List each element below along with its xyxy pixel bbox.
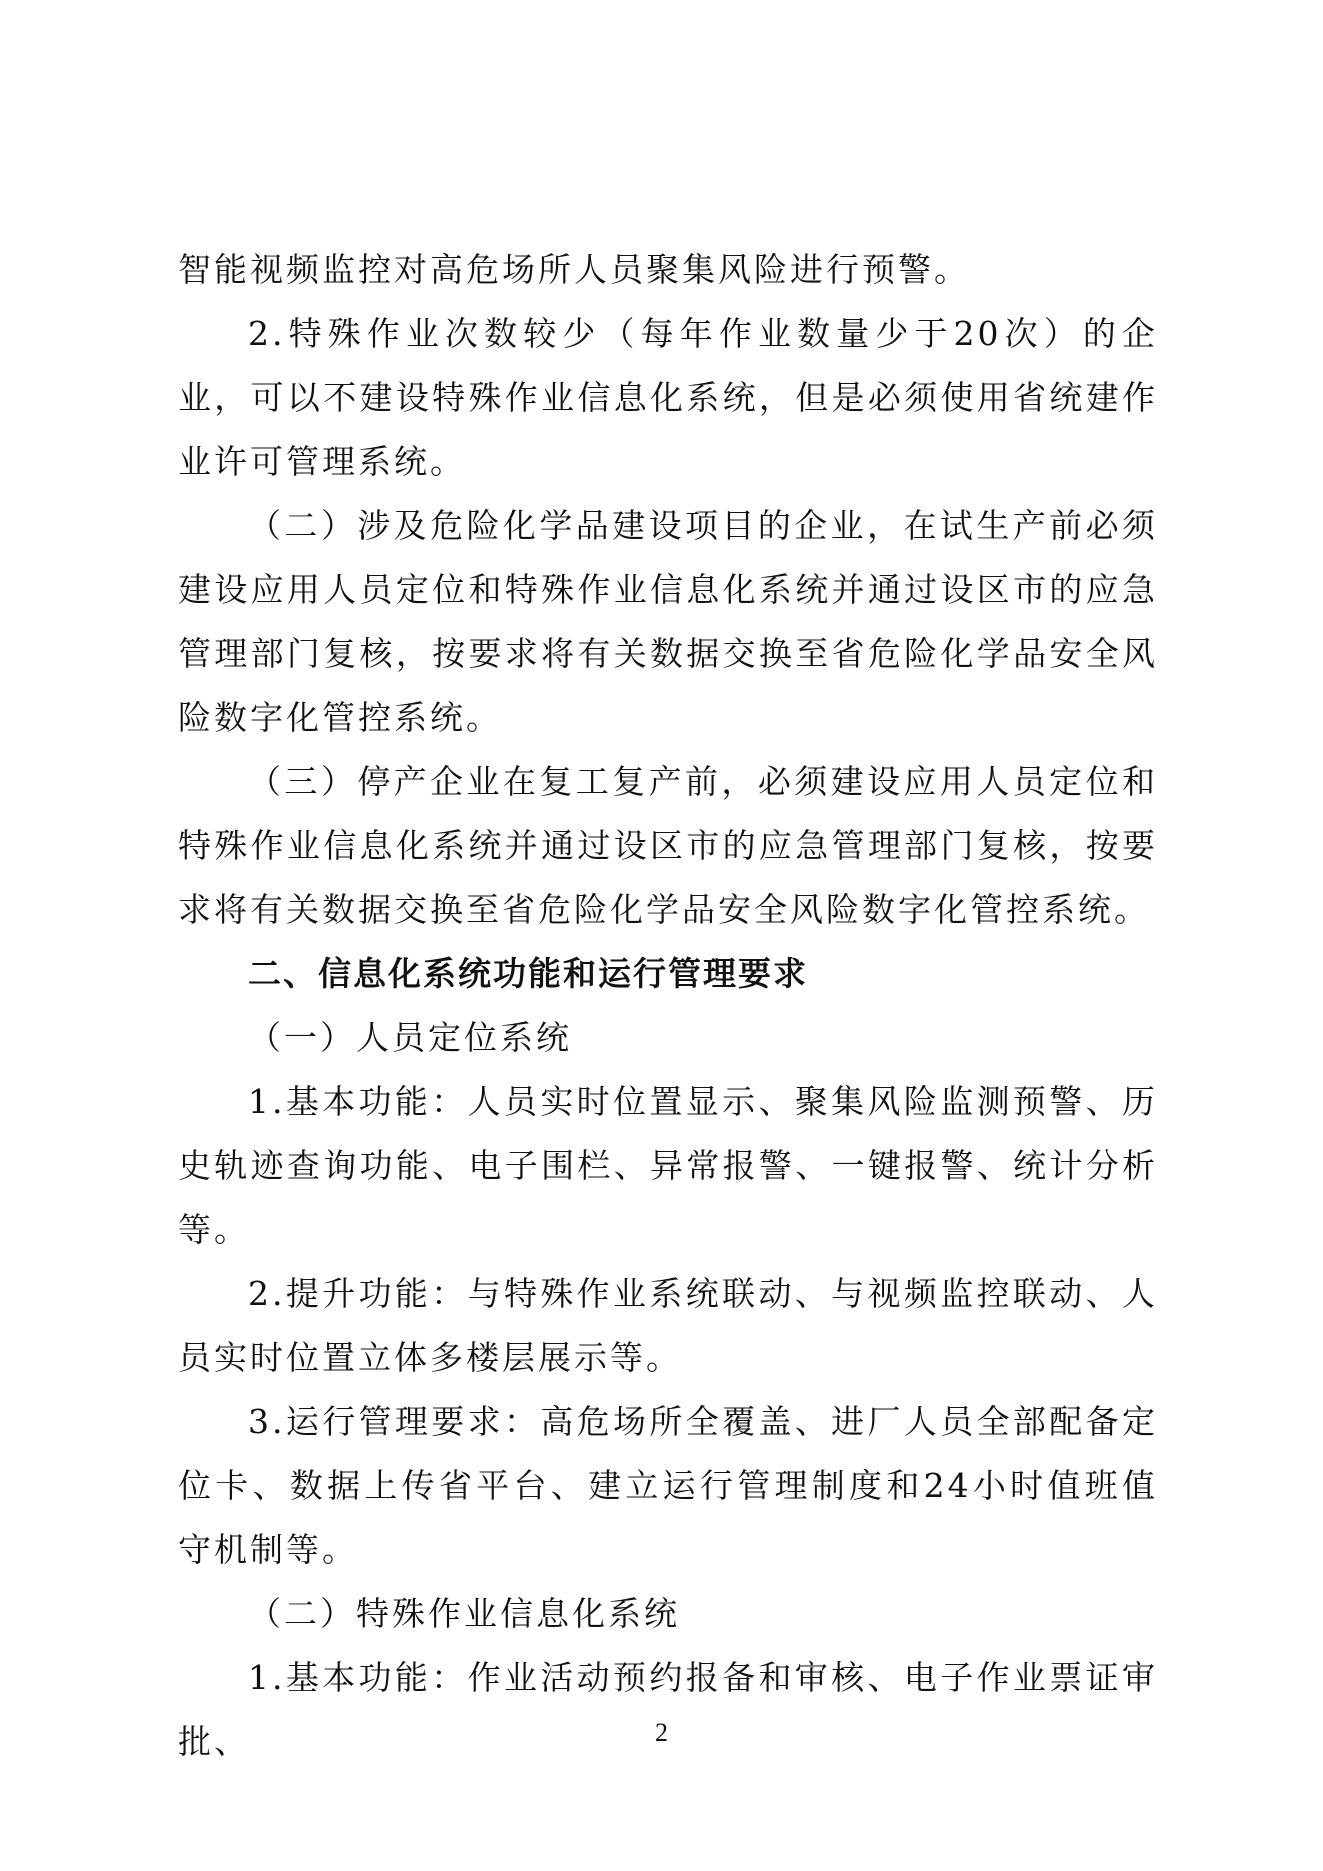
paragraph-operation-requirements: 3.运行管理要求：高危场所全覆盖、进厂人员全部配备定位卡、数据上传省平台、建立运行管理制度和24小时值班值守机制等。	[178, 1402, 1158, 1569]
page-number: 2	[655, 1718, 668, 1747]
document-body	[178, 238, 1158, 1774]
paragraph-basic-functions: 1.基本功能：人员实时位置显示、聚集风险监测预警、历史轨迹查询功能、电子围栏、异常报警、一键报警、统计分析等。	[178, 1082, 1158, 1249]
paragraph-enhanced-functions: 2.提升功能：与特殊作业系统联动、与视频监控联动、人员实时位置立体多楼层展示等。	[178, 1274, 1158, 1377]
paragraph-section-3: （三）停产企业在复工复产前，必须建设应用人员定位和特殊作业信息化系统并通过设区市的应急管理部门复核，按要求将有关数据交换至省危险化学品安全风险数字化管控系统。	[178, 762, 1158, 929]
paragraph-continuation: 智能视频监控对高危场所人员聚集风险进行预警。	[178, 250, 970, 289]
section-heading: 二、信息化系统功能和运行管理要求	[248, 954, 808, 993]
paragraph-special-basic-functions: 1.基本功能：作业活动预约报备和审核、电子作业票证审批、	[178, 1658, 1158, 1761]
paragraph-item-2: 2.特殊作业次数较少（每年作业数量少于20次）的企业，可以不建设特殊作业信息化系统，但是必须使用省统建作业许可管理系统。	[178, 314, 1158, 481]
paragraph-section-2: （二）涉及危险化学品建设项目的企业，在试生产前必须建设应用人员定位和特殊作业信息化系统并通过设区市的应急管理部门复核，按要求将有关数据交换至省危险化学品安全风险数字化管控系统。	[178, 506, 1158, 737]
subsection-heading-personnel-positioning: （一）人员定位系统	[248, 1018, 572, 1057]
subsection-heading-special-operations: （二）特殊作业信息化系统	[248, 1594, 680, 1633]
